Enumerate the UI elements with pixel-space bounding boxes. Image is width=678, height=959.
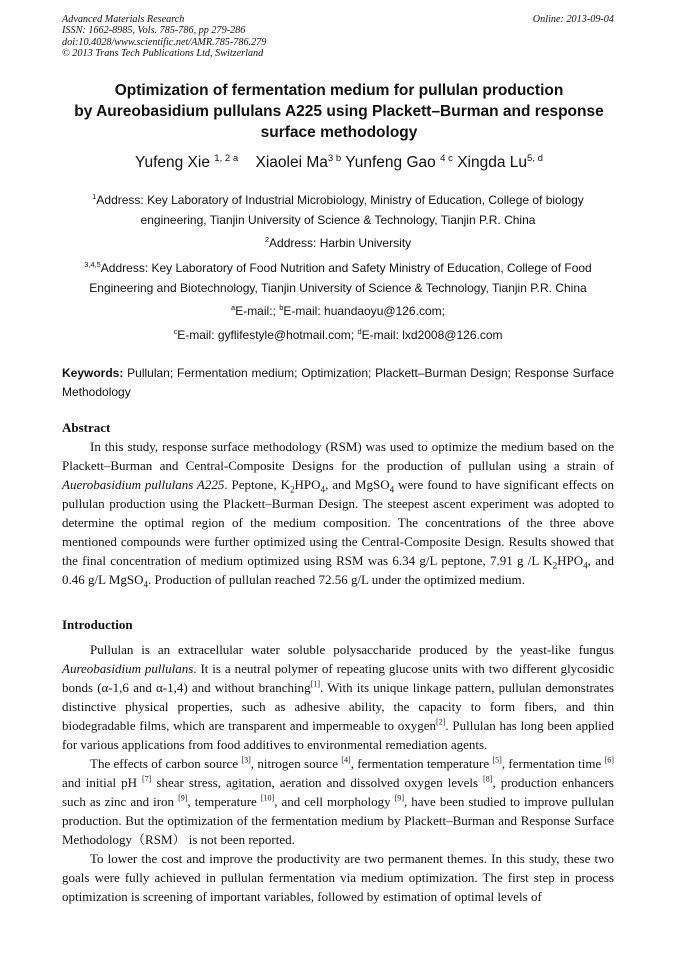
title-line-3: surface methodology bbox=[260, 124, 418, 141]
intro-paragraph-2: The effects of carbon source [3], nitrogen source [4], fermentation temperature [5], fermentation time [6] and initial pH [7] shear stress, agitation, aeration and dissolved oxygen levels [8], production enhancers such as zinc and iron [9], temperature [10], and cell morphology [9], have been studied to improve pullulan production. But the optimization of the fermentation medium by Plackett–Burman and Response Surface Methodology（RSM） is not been reported. bbox=[62, 755, 614, 847]
abstract-paragraph: In this study, response surface methodology (RSM) was used to optimize the medium based on the Plackett–Burman and Central-Composite Designs for the production of pullulan using a strain of Auerobasidium pullulans A225. Peptone, $K_2HPO_4$, and MgSO$_4$ were found to have significant effects on pullulan production using the Plackett–Burman Design. The steepest ascent experiment was adopted to determine the optimal region of the medium composition. The concentrations of the three above mentioned compounds were further optimized using the Central-Composite Design. Results showed that the final concentration of medium optimized using RSM was 6.34 g/L peptone, 7.91 g /L $K_2HPO_4$, and 0.46 g/L MgSO$_4$. Production of pullulan reached 72.56 g/L under the optimized medium. bbox=[62, 439, 614, 590]
introduction-section bbox=[62, 615, 614, 906]
affiliation-text: Engineering and Biotechnology, Tianjin University of Science & Technology, Tianjin P.R. China bbox=[89, 280, 587, 295]
author-affiliation-mark: 5, d bbox=[527, 152, 544, 164]
keywords-text: Pullulan; Fermentation medium; Optimization; Plackett–Burman Design; Response Surface Methodology bbox=[62, 366, 614, 399]
author-name: Yunfeng Gao bbox=[345, 154, 436, 171]
affiliation-text: Address: Key Laboratory of Industrial Microbiology, Ministry of Education, College of biology bbox=[96, 193, 584, 207]
keywords bbox=[62, 364, 614, 402]
copyright-line: © 2013 Trans Tech Publications Ltd, Switzerland bbox=[62, 47, 264, 59]
email-mark: a bbox=[231, 303, 236, 312]
paper-title bbox=[40, 80, 638, 143]
author-name: Xingda Lu bbox=[457, 154, 528, 171]
author-name: Xiaolei Ma bbox=[255, 154, 328, 171]
email-mark: b bbox=[279, 303, 284, 312]
author-name: Yufeng Xie bbox=[134, 154, 210, 171]
keywords-label: Keywords: bbox=[62, 366, 124, 380]
abstract-heading: Abstract bbox=[62, 420, 111, 435]
affiliation-2 bbox=[62, 234, 614, 254]
affiliation-text: Address: Key Laboratory of Food Nutrition and Safety Ministry of Education, College of Food bbox=[100, 261, 592, 275]
email-mark: d bbox=[357, 327, 362, 336]
online-date: Online: 2013-09-04 bbox=[532, 14, 614, 25]
title-line-1: Optimization of fermentation medium for pullulan production bbox=[114, 82, 564, 99]
intro-paragraph-3: To lower the cost and improve the productivity are two permanent themes. In this study, these two goals were fully achieved in pullulan fermentation via medium optimization. The first step in process optimization is screening of important variables, followed by estimation of optimal levels of bbox=[62, 851, 614, 904]
affiliation-3 bbox=[62, 259, 614, 298]
author-affiliation-mark: 4 c bbox=[440, 152, 453, 164]
title-line-2: by Aureobasidium pullulans A225 using Plackett–Burman and response bbox=[74, 103, 604, 120]
affiliation-mark: 3,4,5 bbox=[84, 260, 101, 269]
running-header bbox=[62, 14, 614, 59]
affiliation-text: Address: Harbin University bbox=[269, 236, 412, 250]
email-line-1 bbox=[62, 302, 614, 322]
abstract-section bbox=[62, 418, 614, 589]
affiliation-1 bbox=[62, 191, 614, 230]
email-text: E-mail:; bbox=[235, 304, 280, 318]
affiliation-text: engineering, Tianjin University of Science & Technology, Tianjin P.R. China bbox=[140, 212, 536, 227]
journal-name: Advanced Materials Research bbox=[62, 14, 185, 25]
email-text: E-mail: gyflifestyle@hotmail.com; bbox=[177, 328, 358, 342]
email-line-2 bbox=[62, 326, 614, 346]
author-list bbox=[40, 154, 638, 172]
author-affiliation-mark: 3 b bbox=[327, 152, 342, 164]
intro-paragraph-1: Pullulan is an extracellular water soluble polysaccharide produced by the yeast-like fungus Aureobasidium pullulans. It is a neutral polymer of repeating glucose units with two different glycosidic bonds (α-1,6 and α-1,4) and without branching[1]. With its unique linkage pattern, pullulan demonstrates distinctive physical properties, such as adhesive ability, the capacity to form fibers, and thin biodegradable films, which are transparent and impermeable to oxygen[2]. Pullulan has long been applied for various applications from food additives to environmental remediation agents. bbox=[62, 642, 615, 752]
affiliation-mark: 1 bbox=[92, 192, 97, 201]
email-mark: c bbox=[173, 327, 178, 336]
doi-line: doi:10.4028/www.scientific.net/AMR.785-786.279 bbox=[62, 36, 267, 48]
introduction-heading: Introduction bbox=[62, 617, 133, 632]
author-affiliation-mark: 1, 2 a bbox=[214, 152, 239, 164]
issn-line: ISSN: 1662-8985, Vols. 785-786, pp 279-286 bbox=[62, 25, 246, 37]
affiliation-mark: 2 bbox=[264, 235, 270, 244]
email-text: E-mail: huandaoyu@126.com; bbox=[283, 304, 445, 318]
email-text: E-mail: lxd2008@126.com bbox=[361, 328, 503, 342]
